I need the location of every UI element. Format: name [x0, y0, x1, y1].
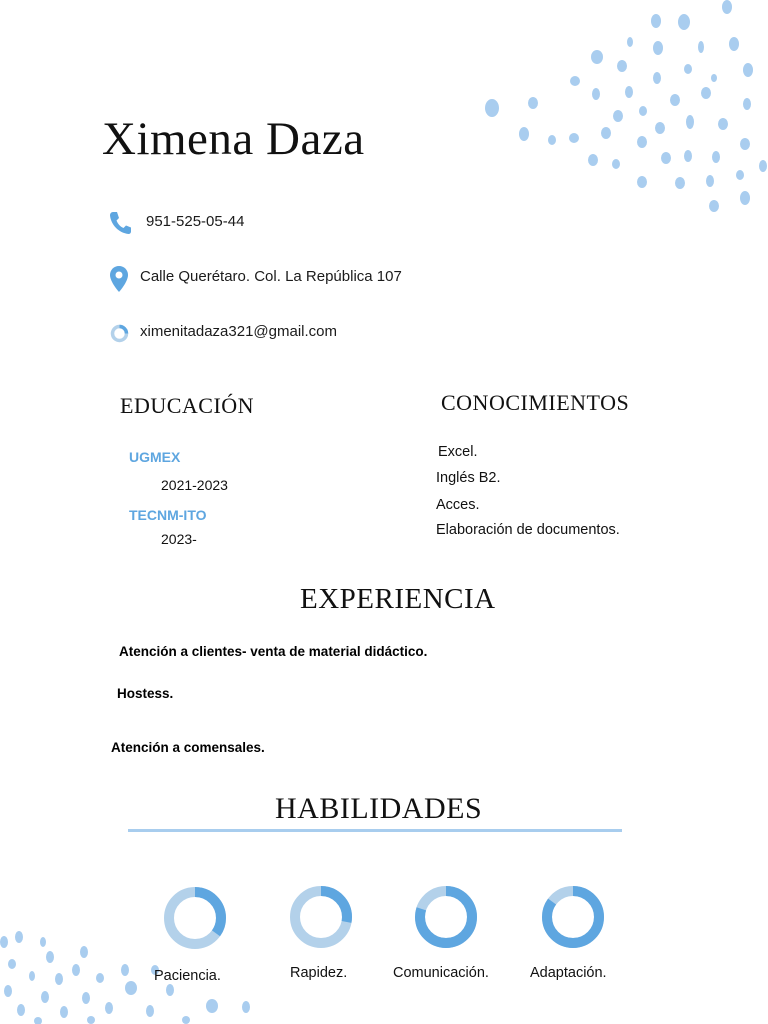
- decorative-dots-top: [470, 0, 768, 230]
- skills-divider: [128, 829, 622, 832]
- experience-item: Atención a clientes- venta de material didáctico.: [119, 644, 428, 659]
- knowledge-item: Inglés B2.: [436, 470, 501, 486]
- skill-label: Paciencia.: [154, 968, 221, 984]
- address-text: Calle Querétaro. Col. La República 107: [140, 268, 402, 285]
- email-text: ximenitadaza321@gmail.com: [140, 323, 337, 340]
- name-title: Ximena Daza: [102, 113, 365, 165]
- skills-heading: HABILIDADES: [275, 792, 483, 825]
- phone-icon: [108, 210, 132, 236]
- knowledge-heading: CONOCIMIENTOS: [441, 390, 630, 415]
- education-institution: UGMEX: [129, 449, 181, 465]
- experience-item: Hostess.: [117, 686, 174, 701]
- skill-label: Comunicación.: [393, 965, 489, 981]
- skill-ring: [413, 884, 479, 950]
- decorative-dots-bottom: [0, 920, 270, 1024]
- knowledge-item: Excel.: [438, 444, 478, 460]
- experience-item: Atención a comensales.: [111, 740, 265, 755]
- skill-label: Adaptación.: [530, 965, 607, 981]
- education-years: 2021-2023: [161, 477, 228, 493]
- knowledge-item: Acces.: [436, 497, 480, 513]
- skill-ring: [540, 884, 606, 950]
- education-heading: EDUCACIÓN: [120, 393, 255, 418]
- experience-heading: EXPERIENCIA: [300, 583, 496, 615]
- education-years: 2023-: [161, 531, 197, 547]
- skill-ring: [288, 884, 354, 950]
- knowledge-item: Elaboración de documentos.: [436, 522, 620, 538]
- education-institution: TECNM-ITO: [129, 507, 207, 523]
- phone-text: 951-525-05-44: [146, 213, 245, 230]
- location-pin-icon: [109, 265, 129, 293]
- skill-ring: [162, 885, 228, 951]
- email-icon: [110, 324, 129, 343]
- skill-label: Rapidez.: [290, 965, 348, 981]
